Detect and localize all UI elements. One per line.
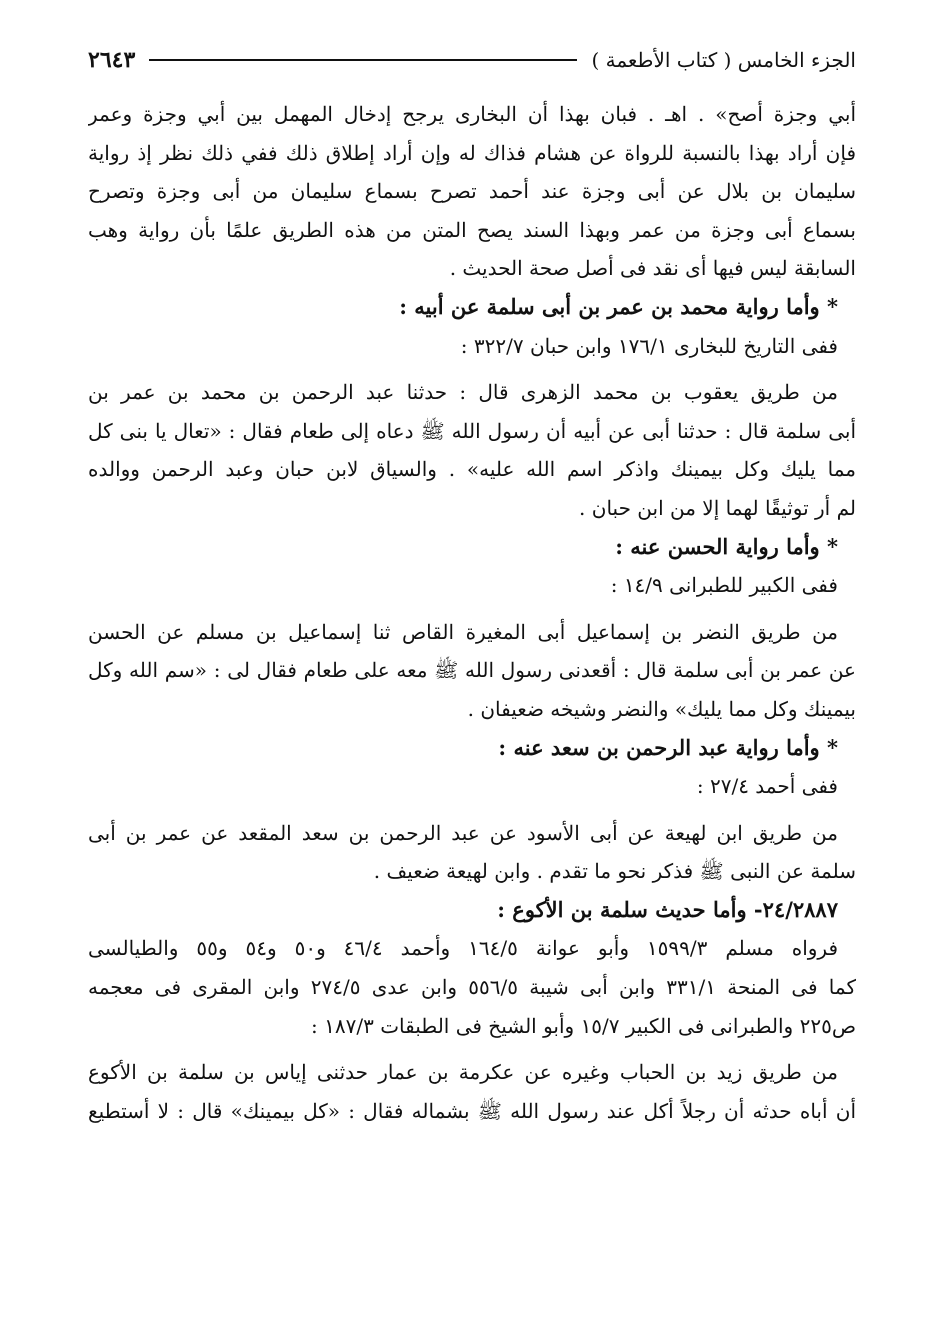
page-body xyxy=(88,95,856,1130)
text-line: من طريق ابن لهيعة عن أبى الأسود عن عبد الرحمن بن سعد المقعد عن عمر بن أبى xyxy=(88,820,838,845)
citation-line: ففى التاريخ للبخارى ١٧٦/١ وابن حبان ٣٢٢/٧ : xyxy=(460,333,838,358)
text-line: السابقة ليس فيها أى نقد فى أصل صحة الحديث . xyxy=(449,256,856,281)
text-line: أن أباه حدثه أن رجلاً أكل عند رسول الله ﷺ بشماله فقال : «كل بيمينك» قال : لا أستطيع xyxy=(88,1098,856,1123)
text-line: بسماع أبى وجزة من عمر وبهذا السند يصح المتن من هذه الطريق علمًا بأن رواية وهب xyxy=(88,217,856,242)
page-header xyxy=(88,40,856,80)
section-heading: * وأما رواية الحسن عنه : xyxy=(615,533,838,559)
section-heading: * وأما رواية عبد الرحمن بن سعد عنه : xyxy=(498,734,838,760)
text-line: من طريق النضر بن إسماعيل أبى المغيرة القاص ثنا إسماعيل بن مسلم عن الحسن xyxy=(88,619,839,644)
text-line: كما فى المنحة ٣٣١/١ وابن أبى شيبة ٥٥٦/٥ وابن عدى ٢٧٤/٥ وابن المقرى فى معجمه xyxy=(88,975,856,1000)
text-line: عن عمر بن أبى سلمة قال : أقعدنى رسول الله ﷺ معه على طعام فقال لى : «سم الله وكل xyxy=(88,658,856,683)
text-line: فرواه مسلم ١٥٩٩/٣ وأبو عوانة ١٦٤/٥ وأحمد ٤٦/٤ و٥٠ و٥٤ و٥٥ والطيالسى xyxy=(88,936,839,961)
text-line: من طريق يعقوب بن محمد الزهرى قال : حدثنا عبد الرحمن بن محمد بن عمر بن xyxy=(88,380,838,405)
text-line: ص٢٢٥ والطبرانى فى الكبير ١٥/٧ وأبو الشيخ فى الطبقات ١٨٧/٣ : xyxy=(311,1013,856,1038)
text-line: سلمة عن النبى ﷺ فذكر نحو ما تقدم . وابن لهيعة ضعيف . xyxy=(373,859,856,884)
page-number: ٢٦٤٣ xyxy=(88,47,136,73)
text-line: من طريق زيد بن الحباب وغيره عن عكرمة بن عمار حدثنى إياس بن سلمة بن الأكوع xyxy=(88,1060,838,1085)
text-line: مما يليك وكل بيمينك واذكر اسم الله عليه» . والسياق لابن حبان وعبد الرحمن ووالده xyxy=(88,457,856,482)
text-line: فإن أراد بهذا بالنسبة للرواة عن هشام فذاك له وإن أراد إطلاق ذلك ففي ذلك نظر إذ رواية xyxy=(88,140,856,165)
citation-line: ففى الكبير للطبرانى ١٤/٩ : xyxy=(610,573,838,598)
text-line: أبي وجزة أصح» . اهـ . فبان بهذا أن البخارى يرجح إدخال المهمل بين أبي وجزة وعمر xyxy=(88,102,856,126)
hadith-heading: ٢٤/٢٨٨٧- وأما حديث سلمة بن الأكوع : xyxy=(497,896,838,922)
header-rule xyxy=(149,59,577,61)
text-line: أبى سلمة قال : حدثنا أبى عن أبيه أن رسول الله ﷺ دعاه إلى طعام فقال : «تعال يا بنى كل xyxy=(88,418,856,443)
citation-line: ففى أحمد ٢٧/٤ : xyxy=(696,774,838,799)
running-head: الجزء الخامس ( كتاب الأطعمة ) xyxy=(591,48,856,72)
text-line: سليمان بن بلال عن أبى وجزة عند أحمد تصرح بسماع سليمان من أبى وجزة وتصرح xyxy=(88,179,856,204)
section-heading: * وأما رواية محمد بن عمر بن أبى سلمة عن أبيه : xyxy=(399,293,838,319)
text-line: لم أر توثيقًا لهما إلا من ابن حبان . xyxy=(579,495,856,520)
text-line: بيمينك وكل مما يليك» والنضر وشيخه ضعيفان . xyxy=(467,696,856,721)
